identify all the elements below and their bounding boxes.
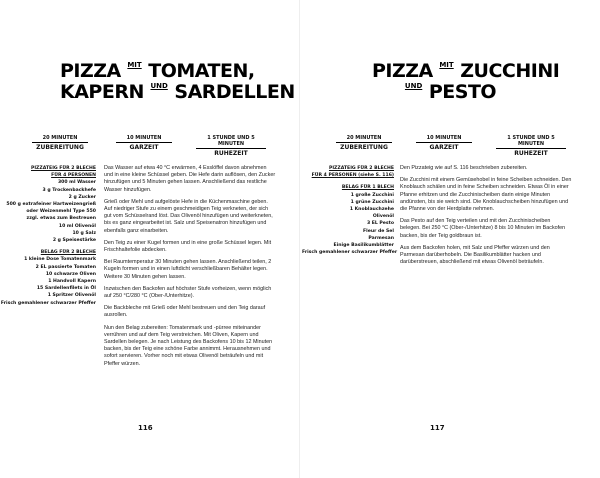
- ingredient-heading: BELAG FÜR 1 BLECH: [341, 185, 394, 191]
- list-item: zzgl. etwas zum Bestreuen: [26, 216, 96, 222]
- list-item: 10 ml Olivenöl: [58, 223, 96, 229]
- paragraph: Aus dem Backofen holen, mit Salz und Pfeffer würzen und den Parmesan darüberhobeln. Die Basilikumblätter hacken und darüberstreuen, abschließend mit etwas Olivenöl beträufeln.: [400, 244, 550, 266]
- page-number: 117: [430, 424, 445, 432]
- paragraph: Die Zucchini mit einem Gemüsehobel in feine Scheiben schneiden. Den Knoblauch schälen und in feine Scheiben schneiden. Etwas Öl in einer Pfanne erhitzen und die Zucchinischeiben darin einige Minuten andünsten, bis sie weich sind. Die Knoblauchscheiben hinzufügen und die Pfanne von der Herdplatte nehmen.: [400, 177, 572, 213]
- right-page: [300, 0, 600, 478]
- title-word: PIZZA: [60, 60, 121, 82]
- title-word: PESTO: [428, 81, 497, 103]
- list-item: 1 grüne Zucchini: [350, 199, 394, 205]
- list-item: 1 kleine Dose Tomatenmark: [24, 257, 96, 263]
- rest-time: 1 STUNDE UND 5 MINUTEN RUHEZEIT: [196, 135, 266, 157]
- list-item: 1 große Zucchini: [350, 192, 394, 198]
- cook-time: 10 MINUTEN GARZEIT: [416, 135, 472, 151]
- cook-time: 10 MINUTEN GARZEIT: [116, 135, 172, 151]
- list-item: 10 g Salz: [72, 230, 96, 236]
- paragraph: Das Wasser auf etwa 40 °C erwärmen, 4 Esslöffel davon abnehmen und in eine kleine Schüssel geben. Die Hefe darin auflösen, den Zucker hinzufügen und 5 Minuten gehen lassen. Anschließend das restliche Wasser hinzufügen.: [104, 165, 276, 193]
- paragraph: Die Backbleche mit Grieß oder Mehl bestreuen und den Teig darauf ausrollen.: [104, 305, 266, 319]
- title-connector: MIT: [127, 61, 142, 69]
- list-item: 1 Spritzer Olivenöl: [47, 293, 96, 299]
- title-word: KAPERN: [60, 81, 144, 103]
- title-word: TOMATEN,: [148, 60, 255, 82]
- ingredient-heading: PIZZATEIG FÜR 2 BLECHE: [30, 166, 96, 171]
- ingredient-heading: PIZZATEIG FÜR 2 BLECHE: [328, 166, 394, 171]
- ingredient-heading: FÜR 4 PERSONEN: [51, 173, 96, 179]
- paragraph: Grieß oder Mehl und aufgelöste Hefe in die Küchenmaschine geben. Auf niedriger Stufe zu einem geschmeidigen Teig verkneten, der sich gut vom Schüsselrand löst. Das Olivenöl hinzufügen und weiterkneten, bis es ganz eingearbeitet ist. Salz und Speisenatron hinzufügen und ebenfalls ganz einarbeiten.: [104, 198, 273, 234]
- list-item: Olivenöl: [372, 214, 394, 220]
- list-item: Fleur de Sel: [363, 228, 394, 234]
- title-connector: MIT: [439, 61, 454, 69]
- list-item: 1 Knoblauchzehe: [349, 207, 394, 213]
- ingredient-heading: FÜR 4 PERSONEN (siehe S. 116): [311, 173, 394, 179]
- title-word: PIZZA: [372, 60, 433, 82]
- ingredient-heading: BELAG FÜR 2 BLECHE: [40, 250, 96, 256]
- prep-time: 20 MINUTEN ZUBEREITUNG: [336, 135, 392, 151]
- list-item: Einige Basilikumblätter: [333, 243, 394, 249]
- paragraph: Den Pizzateig wie auf S. 116 beschrieben zubereiten.: [400, 165, 528, 171]
- list-item: oder Weizenmehl Type 550: [26, 209, 96, 215]
- paragraph: Das Pesto auf den Teig verteilen und mit den Zucchinischeiben belegen. Bei 250 °C (Ober-/Unterhitze) 8 bis 10 Minuten im Backofen backen, bis der Teig goldbraun ist.: [400, 218, 566, 239]
- list-item: Parmesan: [368, 235, 394, 241]
- recipe-instructions: [400, 165, 572, 271]
- prep-time: 20 MINUTEN ZUBEREITUNG: [32, 135, 88, 151]
- list-item: 3 EL Pesto: [366, 221, 394, 227]
- list-item: 15 Sardellenfilets in Öl: [36, 286, 96, 292]
- title-connector: UND: [404, 82, 423, 90]
- recipe-title: [372, 60, 560, 103]
- paragraph: Den Teig zu einer Kugel formen und in eine große Schüssel legen. Mit Frischhaltefolie abdecken.: [104, 239, 272, 254]
- title-word: ZUCCHINI: [460, 60, 560, 82]
- list-item: Frisch gemahlener schwarzer Pfeffer: [302, 250, 398, 256]
- recipe-instructions: [104, 165, 276, 373]
- list-item: 2 g Zucker: [68, 194, 96, 200]
- list-item: 300 ml Wasser: [57, 180, 96, 186]
- list-item: 1 Handvoll Kapern: [48, 279, 96, 285]
- ingredient-list: [302, 165, 398, 256]
- list-item: 2 g Speisestärke: [52, 238, 96, 244]
- rest-time: 1 STUNDE UND 5 MINUTEN RUHEZEIT: [496, 135, 566, 157]
- list-item: Frisch gemahlener schwarzer Pfeffer: [0, 300, 96, 306]
- ingredient-list: [0, 165, 96, 307]
- list-item: 10 schwarze Oliven: [45, 271, 96, 277]
- paragraph: Inzwischen den Backofen auf höchster Stufe vorheizen, wenn möglich auf 250 °C/280 °C (Ober-/Unterhitze).: [104, 285, 272, 300]
- title-connector: UND: [150, 82, 168, 90]
- list-item: 3 g Trockenbackhefe: [42, 187, 96, 193]
- list-item: 2 EL passierte Tomaten: [35, 264, 96, 270]
- paragraph: Bei Raumtemperatur 30 Minuten gehen lassen. Anschließend teilen, 2 Kugeln formen und in einen luftdicht verschließbaren Behälter legen. Weitere 30 Minuten gehen lassen.: [104, 259, 272, 280]
- recipe-title: [60, 60, 295, 103]
- list-item: 500 g extrafeiner Hartweizengrieß: [6, 202, 96, 208]
- paragraph: Nun den Belag zubereiten: Tomatenmark und -pürree miteinander verrühren und auf dem Teig verstreichen. Mit Oliven, Kapern und Sardellen belegen. Je nach Leistung des Backofens 10 bis 12 Minuten backen, bis der Teig eine schöne Farbe annimmt. Herausnehmen und sofort servieren. Vorher noch mit etwas Olivenöl beträufeln und mit Pfeffer würzen.: [104, 324, 273, 367]
- page-number: 116: [138, 424, 153, 432]
- title-word: SARDELLEN: [174, 81, 295, 103]
